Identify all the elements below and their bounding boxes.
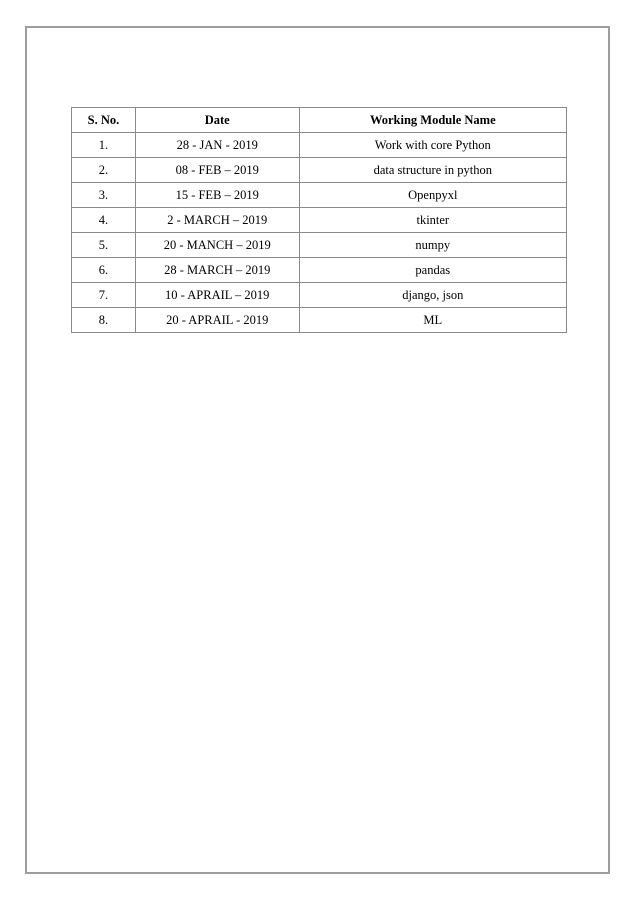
table-row <box>72 133 567 158</box>
date-cell: 08 - FEB – 2019 <box>135 158 299 183</box>
table-row <box>72 183 567 208</box>
table-header-row <box>72 108 567 133</box>
serial-number-cell: 5. <box>72 233 136 258</box>
table-row <box>72 158 567 183</box>
module-name-cell: ML <box>299 308 566 333</box>
module-name-cell: Work with core Python <box>299 133 566 158</box>
serial-number-cell: 8. <box>72 308 136 333</box>
serial-number-cell: 1. <box>72 133 136 158</box>
table-row <box>72 283 567 308</box>
module-schedule-table <box>71 107 567 333</box>
module-name-cell: data structure in python <box>299 158 566 183</box>
module-name-cell: numpy <box>299 233 566 258</box>
module-name-cell: django, json <box>299 283 566 308</box>
header-date: Date <box>135 108 299 133</box>
module-name-cell: tkinter <box>299 208 566 233</box>
module-name-cell: pandas <box>299 258 566 283</box>
serial-number-cell: 6. <box>72 258 136 283</box>
date-cell: 15 - FEB – 2019 <box>135 183 299 208</box>
serial-number-cell: 7. <box>72 283 136 308</box>
date-cell: 2 - MARCH – 2019 <box>135 208 299 233</box>
serial-number-cell: 3. <box>72 183 136 208</box>
header-serial-number: S. No. <box>72 108 136 133</box>
date-cell: 28 - MARCH – 2019 <box>135 258 299 283</box>
header-working-module-name: Working Module Name <box>299 108 566 133</box>
table-row <box>72 308 567 333</box>
date-cell: 20 - MANCH – 2019 <box>135 233 299 258</box>
date-cell: 10 - APRAIL – 2019 <box>135 283 299 308</box>
serial-number-cell: 4. <box>72 208 136 233</box>
table-row <box>72 258 567 283</box>
serial-number-cell: 2. <box>72 158 136 183</box>
date-cell: 20 - APRAIL - 2019 <box>135 308 299 333</box>
table-row <box>72 208 567 233</box>
date-cell: 28 - JAN - 2019 <box>135 133 299 158</box>
table-row <box>72 233 567 258</box>
module-name-cell: Openpyxl <box>299 183 566 208</box>
